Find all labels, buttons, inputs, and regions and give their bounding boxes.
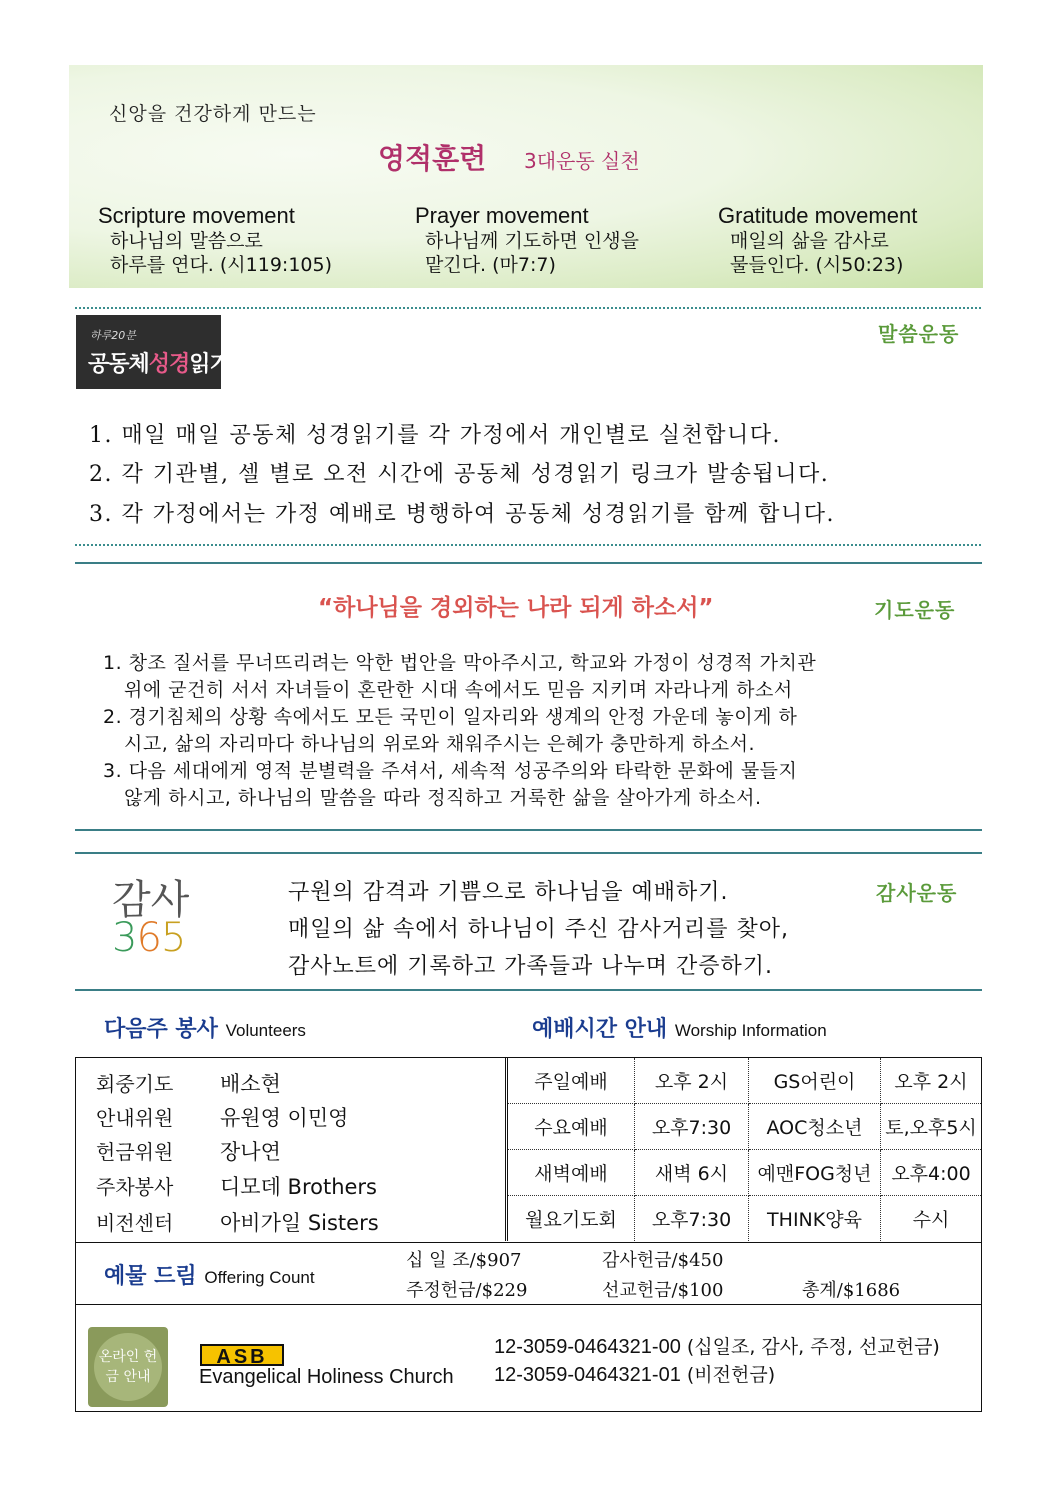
info-box: [75, 1057, 982, 1412]
gratitude-line: 매일의 삶 속에서 하나님이 주신 감사거리를 찾아,: [288, 917, 789, 942]
movement-heading: Gratitude movement: [718, 203, 918, 228]
worship-heading: [532, 1012, 827, 1043]
offering-title: 예물 드림: [104, 1264, 197, 1289]
volunteer-name: 아비가일 Sisters: [220, 1211, 379, 1235]
prayer-line: 위에 굳건히 서서 자녀들이 혼란한 시대 속에서도 믿음 지키며 자라나게 하소서: [124, 679, 793, 701]
offering-weekly: 주정헌금/$229: [406, 1280, 528, 1301]
volunteers-title-en: Volunteers: [225, 1021, 306, 1040]
volunteer-row: [96, 1171, 377, 1201]
volunteer-role: 안내위원: [96, 1106, 174, 1130]
divider: [75, 829, 982, 831]
volunteer-row: [96, 1136, 281, 1166]
volunteer-row: [96, 1102, 348, 1132]
gratitude-line: 구원의 감격과 기쁨으로 하나님을 예배하기.: [288, 880, 729, 905]
service-name: 새벽예배: [507, 1150, 635, 1196]
service-name: THINK양육: [749, 1196, 881, 1242]
gratitude-movement: [718, 203, 917, 277]
divider: [75, 852, 982, 854]
account-desc: (십일조, 감사, 주정, 선교헌금): [686, 1336, 940, 1358]
divider: [76, 1242, 981, 1243]
logo-digit: 6: [136, 915, 161, 961]
word-item: 1. 매일 매일 공동체 성경읽기를 각 가정에서 개인별로 실천합니다.: [89, 423, 781, 448]
volunteers-heading: [104, 1012, 306, 1043]
prayer-title: “하나님을 경외하는 나라 되게 하소서”: [318, 595, 714, 621]
bible-reading-logo: [76, 315, 230, 389]
gratitude-text: [288, 874, 789, 985]
table-row: [507, 1150, 982, 1196]
volunteer-name: 장나연: [220, 1140, 281, 1164]
worship-title-en: Worship Information: [674, 1021, 827, 1040]
service-name: GS어린이: [749, 1058, 881, 1104]
banner-tagline: 신앙을 건강하게 만드는: [109, 103, 317, 125]
volunteer-row: [96, 1068, 281, 1098]
volunteer-name: 유원영 이민영: [220, 1106, 349, 1130]
volunteer-role: 주차봉사: [96, 1175, 174, 1199]
service-time: 오후 2시: [881, 1058, 982, 1104]
offering-total: 총계/$1686: [802, 1280, 901, 1301]
logo-text: [88, 347, 230, 378]
service-name: 예맨FOG청년: [749, 1150, 881, 1196]
gratitude-logo-word: 감사: [112, 877, 190, 923]
service-name: AOC청소년: [749, 1104, 881, 1150]
account-desc: (비전헌금): [686, 1364, 776, 1386]
prayer-line: 2. 경기침체의 상황 속에서도 모든 국민이 일자리와 생계의 안정 가운데 놓이게 하: [103, 706, 798, 728]
prayer-section-label: 기도운동: [874, 598, 956, 622]
service-time: 토,오후5시: [881, 1104, 982, 1150]
word-section-label: 말씀운동: [878, 322, 960, 346]
service-time: 새벽 6시: [635, 1150, 749, 1196]
divider: [75, 544, 981, 546]
service-time: 오후7:30: [635, 1196, 749, 1242]
table-row: [507, 1058, 982, 1104]
bank-logo: ASB: [200, 1344, 284, 1366]
gratitude-logo-number: [112, 915, 185, 961]
account-line: [494, 1360, 775, 1387]
volunteer-row: [96, 1207, 379, 1237]
account-number: 12-3059-0464321-00: [494, 1336, 681, 1358]
service-time: 오후4:00: [881, 1150, 982, 1196]
logo-text-part: 읽기: [189, 352, 230, 377]
movement-text-1: 하나님의 말씀으로: [110, 230, 263, 252]
divider: [75, 989, 982, 991]
worship-schedule-table: [505, 1058, 981, 1241]
service-time: 오후7:30: [635, 1104, 749, 1150]
volunteer-role: 비전센터: [96, 1211, 174, 1235]
online-offering-label: 온라인 헌금 안내: [94, 1333, 162, 1401]
movement-heading: Scripture movement: [98, 203, 295, 228]
gratitude-section-label: 감사운동: [876, 881, 958, 905]
divider: [75, 562, 982, 564]
movement-heading: Prayer movement: [415, 203, 589, 228]
scripture-movement: [98, 203, 332, 277]
prayer-line: 1. 창조 질서를 무너뜨리려는 악한 법안을 막아주시고, 학교와 가정이 성경적 가치관: [103, 652, 817, 674]
banner-title: 영적훈련: [378, 142, 487, 175]
volunteers-title: 다음주 봉사: [104, 1017, 218, 1042]
service-name: 월요기도회: [507, 1196, 635, 1242]
prayer-line: 3. 다음 세대에게 영적 분별력을 주셔서, 세속적 성공주의와 타락한 문화에 물들지: [103, 760, 798, 782]
divider: [76, 1304, 981, 1305]
header-banner: [69, 65, 983, 288]
movement-text-2: 물들인다. (시50:23): [730, 254, 904, 276]
offering-tithe: 십 일 조/$907: [406, 1250, 522, 1271]
volunteer-role: 헌금위원: [96, 1140, 174, 1164]
offering-mission: 선교헌금/$100: [602, 1280, 724, 1301]
word-item: 2. 각 기관별, 셀 별로 오전 시간에 공동체 성경읽기 링크가 발송됩니다.: [89, 462, 830, 487]
logo-text-accent: 성경: [148, 352, 190, 377]
prayer-line: 시고, 삶의 자리마다 하나님의 위로와 채워주시는 은혜가 충만하게 하소서.: [124, 733, 756, 755]
service-time: 오후 2시: [635, 1058, 749, 1104]
table-row: [507, 1104, 982, 1150]
offering-thanks: 감사헌금/$450: [602, 1250, 724, 1271]
banner-subtitle: 3대운동 실천: [524, 149, 640, 173]
divider: [75, 307, 981, 309]
service-time: 수시: [912, 1209, 950, 1231]
worship-title: 예배시간 안내: [532, 1017, 668, 1042]
account-line: [494, 1332, 940, 1359]
logo-digit: 3: [112, 915, 137, 961]
gratitude-line: 감사노트에 기록하고 가족들과 나누며 간증하기.: [288, 954, 774, 979]
logo-text-part: 공동체: [88, 352, 149, 377]
service-name: 주일예배: [507, 1058, 635, 1104]
offering-heading: [104, 1259, 315, 1290]
prayer-movement: [415, 203, 639, 277]
movement-text-2: 하루를 연다. (시119:105): [110, 254, 332, 276]
account-number: 12-3059-0464321-01: [494, 1364, 681, 1386]
movement-text-2: 맡긴다. (마7:7): [425, 254, 556, 276]
movement-text-1: 하나님께 기도하면 인생을: [425, 230, 639, 252]
logo-digit: 5: [160, 915, 186, 961]
service-name: 수요예배: [507, 1104, 635, 1150]
volunteer-name: 배소현: [220, 1072, 281, 1096]
volunteer-name: 디모데 Brothers: [220, 1175, 377, 1199]
volunteer-role: 회중기도: [96, 1072, 174, 1096]
word-item: 3. 각 가정에서는 가정 예배로 병행하여 공동체 성경읽기를 함께 합니다.: [89, 502, 835, 527]
online-offering-badge: [88, 1327, 168, 1407]
offering-title-en: Offering Count: [204, 1268, 315, 1287]
table-row: [507, 1196, 982, 1242]
logo-caption: 하루20분: [90, 329, 136, 342]
church-name: Evangelical Holiness Church: [199, 1366, 454, 1388]
prayer-line: 않게 하시고, 하나님의 말씀을 따라 정직하고 거룩한 삶을 살아가게 하소서.: [124, 787, 762, 809]
movement-text-1: 매일의 삶을 감사로: [730, 230, 889, 252]
